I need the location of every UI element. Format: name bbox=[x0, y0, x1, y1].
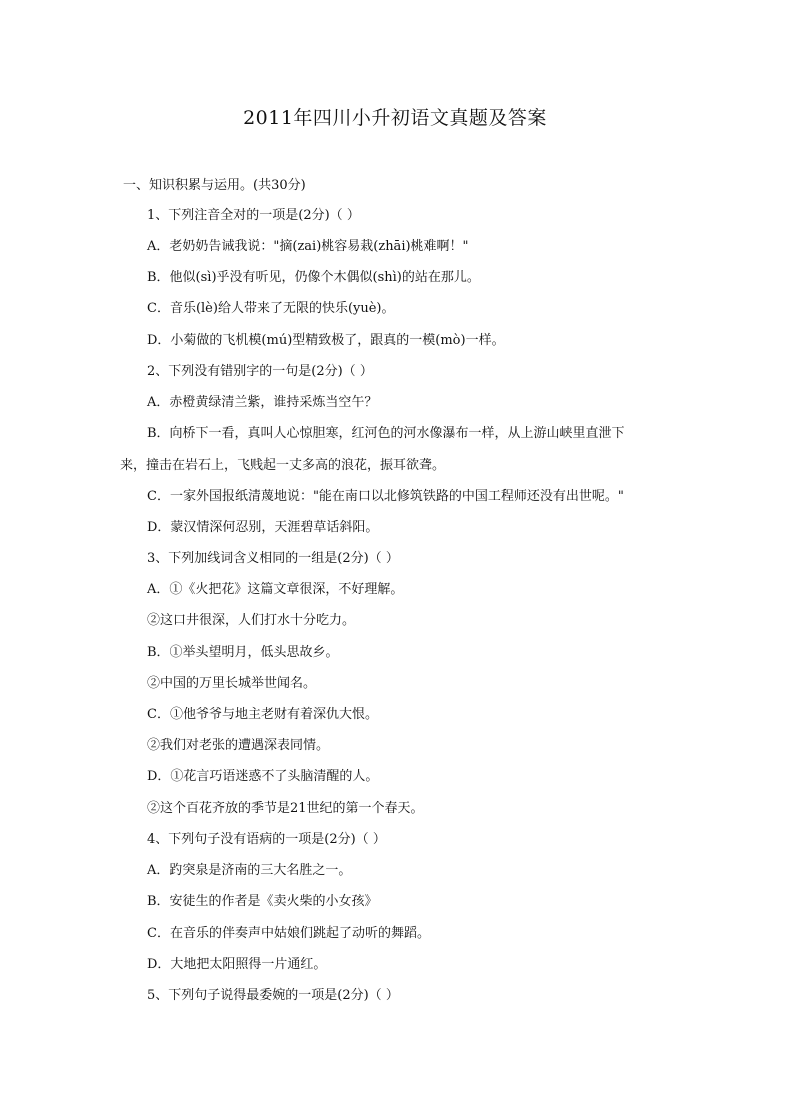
question-3: 3、下列加线词含义相同的一组是(2分)（ ） bbox=[147, 551, 399, 566]
question-2: 2、下列没有错别字的一句是(2分)（ ） bbox=[147, 364, 373, 379]
q1-option-d: D．小菊做的飞机模(mú)型精致极了，跟真的一模(mò)一样。 bbox=[147, 333, 505, 348]
q2-option-c: C．一家外国报纸清蔑地说："能在南口以北修筑铁路的中国工程师还没有出世呢。" bbox=[147, 489, 624, 504]
q4-option-b: B．安徒生的作者是《卖火柴的小女孩》 bbox=[147, 894, 378, 909]
document-title: 2011年四川小升初语文真题及答案 bbox=[243, 107, 547, 129]
q3-option-c1: C．①他爷爷与地主老财有着深仇大恨。 bbox=[147, 707, 378, 722]
q3-option-a1: A．①《火把花》这篇文章很深，不好理解。 bbox=[147, 582, 404, 597]
q2-option-d: D．蒙汉情深何忍别，天涯碧草话斜阳。 bbox=[147, 520, 379, 535]
question-4: 4、下列句子没有语病的一项是(2分)（ ） bbox=[147, 832, 386, 847]
q1-option-b: B．他似(sì)乎没有听见，仍像个木偶似(shì)的站在那儿。 bbox=[147, 270, 480, 285]
q3-option-a2: ②这口井很深，人们打水十分吃力。 bbox=[147, 613, 356, 628]
q3-option-b2: ②中国的万里长城举世闻名。 bbox=[147, 676, 317, 691]
q2-option-b: B．向桥下一看，真叫人心惊胆寒，红河色的河水像瀑布一样，从上游山峡里直泄下 bbox=[147, 426, 625, 441]
q2-option-a: A．赤橙黄绿清兰紫，谁持采炼当空午？ bbox=[147, 395, 378, 410]
section-heading: 一、知识积累与运用。(共30分) bbox=[123, 178, 306, 193]
q2-option-b-continued: 来，撞击在岩石上，飞贱起一丈多高的浪花，振耳欲聋。 bbox=[120, 458, 446, 473]
q3-option-d2: ②这个百花齐放的季节是21世纪的第一个春天。 bbox=[147, 801, 424, 816]
q3-option-b1: B．①举头望明月，低头思故乡。 bbox=[147, 645, 339, 660]
q4-option-d: D．大地把太阳照得一片通红。 bbox=[147, 957, 327, 972]
q1-option-c: C．音乐(lè)给人带来了无限的快乐(yuè)。 bbox=[147, 301, 395, 316]
q3-option-c2: ②我们对老张的遭遇深表同情。 bbox=[147, 738, 330, 753]
question-1: 1、下列注音全对的一项是(2分)（ ） bbox=[147, 208, 360, 223]
q4-option-c: C．在音乐的伴奏声中姑娘们跳起了动听的舞蹈。 bbox=[147, 926, 430, 941]
q4-option-a: A．趵突泉是济南的三大名胜之一。 bbox=[147, 863, 352, 878]
q1-option-a: A．老奶奶告诫我说："摘(zai)桃容易栽(zhāi)桃难啊！" bbox=[147, 239, 469, 254]
q3-option-d1: D．①花言巧语迷惑不了头脑清醒的人。 bbox=[147, 769, 379, 784]
question-5: 5、下列句子说得最委婉的一项是(2分)（ ） bbox=[147, 988, 399, 1003]
